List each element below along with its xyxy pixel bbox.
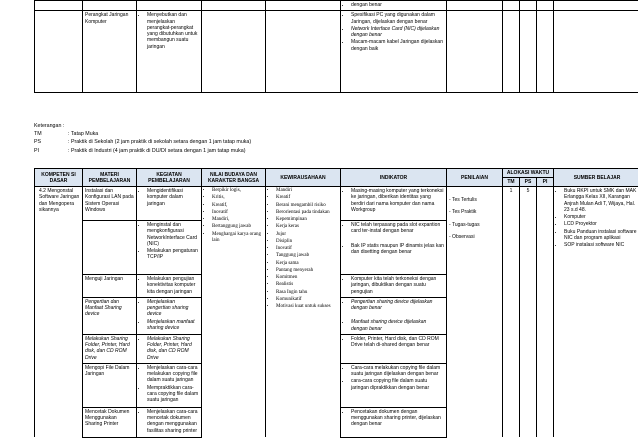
- list-item: • Kreatif,: [212, 203, 263, 209]
- list-item: • Komputer kita telah terkoneksi dengan jaringan, dibuktikan dengan suatu pengujian: [351, 276, 444, 295]
- table-row-kegiatan: [137, 221, 202, 275]
- list-item: • Menjelaskan cara-cara mencetak dokumen dengan menggunakan fasilitas sharing printer: [147, 409, 199, 434]
- table-row-materi: Melakukan Sharing Folder, Printer, Hard disk, dan CD ROM Drive: [83, 334, 137, 363]
- list-item: - Tes Praktik: [449, 209, 477, 216]
- list-item: • Inovatif: [212, 210, 263, 216]
- list-item: • Kreatif: [276, 195, 338, 201]
- legend-item-tm: TM : Tatap Muka: [34, 131, 99, 138]
- table-row-kegiatan: [137, 334, 202, 363]
- list-item: • Realistis: [276, 282, 338, 288]
- list-item: • Menjelaskan manfaat sharing device: [147, 319, 199, 332]
- list-item: • LCD Proyektor: [564, 221, 638, 227]
- list-item: • Mengidentifikasi komputer dalam jaringan: [147, 188, 199, 207]
- list-item: • Bak IP statis maupun IP dinamis jelas kan dan disetting dengan benar: [351, 243, 444, 256]
- kd-cell: 4.2 Mengonstal Software Jaringan dan Mengopera sikannya: [35, 187, 83, 438]
- list-item: • Berorientasi pada tindakan: [276, 210, 338, 216]
- list-item: • Mandiri: [276, 188, 338, 194]
- legend-item-pi: PI : Praktik di Industri (4 jam praktik di DU/DI setara dengan 1 jam tatap muka): [34, 147, 246, 154]
- top-kegiatan: [137, 11, 202, 93]
- table-row-kegiatan: [137, 363, 202, 407]
- legend: [34, 122, 251, 155]
- list-item: • NIC telah terpasang pada slot expantion card ter-instal dengan benar: [351, 222, 444, 235]
- sumber-list: [556, 188, 638, 248]
- list-item: • Motivasi kuat untuk sukses: [276, 304, 338, 310]
- table-row-kegiatan: [137, 297, 202, 334]
- table-row-materi: [83, 221, 137, 275]
- header-kegiatan: KEGIATAN PEMBELAJARAN: [137, 169, 202, 187]
- list-item: • Masing-masing komputer yang terkoneksi ke jaringan, diberikan identitas yang berdiri dari nama komputer dan nama Workgroup: [351, 188, 444, 213]
- list-item: • Bertanggung jawab: [212, 224, 263, 230]
- list-item: • Kerja keras: [276, 224, 338, 230]
- table-row-materi: Pengertian dan Manfaat Sharing device: [83, 297, 137, 334]
- table-row-indikator: [341, 275, 447, 298]
- sumber-cell: [554, 187, 638, 438]
- header-tm: TM: [503, 178, 520, 187]
- list-item: • Mandiri,: [212, 217, 263, 223]
- list-item: • Pantang menyerah: [276, 268, 338, 274]
- list-item: • Berpikir logis,: [212, 188, 263, 194]
- list-item: • Kritis,: [212, 195, 263, 201]
- table-row-kegiatan: [137, 187, 202, 221]
- alokasi-pi: [537, 187, 554, 438]
- list-item: • Mempraktikkan cara-cara copying file dalam suatu jaringan: [147, 385, 199, 404]
- header-indikator: INDIKATOR: [341, 169, 447, 187]
- nilai-cell: [202, 187, 266, 438]
- list-item: • Menjelaskan pengertian sharing device: [147, 299, 199, 318]
- alokasi-tm: 1: [503, 187, 520, 438]
- list-item: • Menginstal dan mengkonfigurasi NetworkInterface Card (NIC): [147, 222, 199, 247]
- list-item: • Melakukan Sharing Folder, Printer, Hard disk, dan CD ROM Drive: [147, 336, 199, 361]
- list-item: • Menghargai karya orang lain: [212, 232, 263, 245]
- list-item: • Macam-macam kabel Jaringan dijelaskan dengan baik: [351, 39, 444, 52]
- penilaian-cell: [447, 187, 503, 438]
- table-row-indikator: [341, 334, 447, 363]
- top-materi: Perangkat Jaringan Komputer: [83, 11, 137, 93]
- legend-title: Keterangan :: [34, 123, 65, 129]
- table-row-indikator: [341, 363, 447, 407]
- header-kewirausahaan: KEWIRAUSAHAAN: [266, 169, 341, 187]
- list-item: • Melakukan pengujian konektivitas komputer kita dengan jaringan: [147, 276, 199, 295]
- list-item: • SOP instalasi software NIC: [564, 242, 638, 248]
- list-item: • Komunikatif: [276, 297, 338, 303]
- list-item: • Pengertian sharing device dijelaskan dengan benar: [351, 299, 444, 312]
- list-item: • Menjelaskan cara-cara melakukan copying file dalam suatu jaringan: [147, 365, 199, 384]
- list-item: - Tes Tertulis: [449, 197, 477, 203]
- table-row-materi: Mengopi File Dalam Jaringan: [83, 363, 137, 407]
- list-item: • Inovatif: [276, 246, 338, 252]
- alokasi-ps: 5: [520, 187, 537, 438]
- nilai-list: [204, 188, 263, 244]
- list-item: • Network Interface Card (NIC) dijelaskan dengan benar: [351, 26, 444, 39]
- header-kompetensi: KOMPETEN SI DASAR: [35, 169, 83, 187]
- top-indikator-cell: [341, 1, 447, 11]
- table-row-indikator: [341, 407, 447, 437]
- syllabus-table: [34, 168, 638, 438]
- table-row-kegiatan: [137, 275, 202, 298]
- list-item: • Disiplin: [276, 239, 338, 245]
- table-row-kegiatan: [137, 407, 202, 437]
- header-ps: PS: [520, 178, 537, 187]
- list-item: - Tugas-tugas: [449, 221, 480, 228]
- list-item: • Pencetakan dokumen dengan menggunakan sharing printer, dijelaskan dengan benar: [351, 409, 444, 428]
- list-item: • Menyebutkan dan menjelaskan perangkat-perangkat yang dibutuhkan untuk membangun suatu jaringan: [147, 12, 199, 50]
- list-item: - Observasi: [449, 233, 475, 240]
- table-row-materi: Mencetak Dokumen Menggunakan Sharing Printer: [83, 407, 137, 437]
- list-item: • Cara-cara melakukan copying file dalam suatu jaringan dijelaskan dengan benar: [351, 365, 444, 378]
- list-item: • Komitmen: [276, 275, 338, 281]
- list-item: • Jujur: [276, 232, 338, 238]
- top-table: [34, 0, 638, 93]
- list-item: • Kerja sama: [276, 261, 338, 267]
- list-item: • Rasa Ingin tahu: [276, 290, 338, 296]
- list-item: • Spesifikasi PC yang digunakan dalam Jaringan, dijelaskan dengan benar: [351, 12, 444, 25]
- list-item: • dengan benar: [351, 2, 444, 8]
- list-item: • Buku Panduan instalasi software NIC dan program aplikasi: [564, 229, 638, 242]
- list-item: • cara-cara copying file dalam suatu jaringan dipraktikkan dengan benar: [351, 378, 444, 391]
- table-row-indikator: [341, 221, 447, 275]
- list-item: • Melakukan pengaturan TCP/IP: [147, 248, 199, 261]
- table-row-materi: Instalasi dan Konfigurasi LAN pada Sistem Operasi Windows: [83, 187, 137, 221]
- list-item: • Berani mengambil risiko: [276, 203, 338, 209]
- list-item: • Komputer: [564, 214, 638, 220]
- header-penilaian: PENILAIAN: [447, 169, 503, 187]
- header-nilai: NILAI BUDAYA DAN KARAKTER BANGSA: [202, 169, 266, 187]
- list-item: • Buku RKPI untuk SMK dan MAK Erlangga Kelas XII, Karangan Anjrah Mulan Adi T, Wijaya, Hal. 23 s.d 48.: [564, 188, 638, 213]
- kewirausahaan-list: [268, 188, 338, 310]
- list-item: • Tanggung jawab: [276, 253, 338, 259]
- table-row-materi: Menguji Jaringan: [83, 275, 137, 298]
- list-item: • Folder, Printer, Hard disk, dan CD ROM Drive telah di-shared dengan benar: [351, 336, 444, 349]
- table-row-indikator: [341, 187, 447, 221]
- table-row-indikator: [341, 297, 447, 334]
- header-sumber: SUMBER BELAJAR: [554, 169, 638, 187]
- kewirausahaan-cell: [266, 187, 341, 438]
- list-item: • Kepemimpinan: [276, 217, 338, 223]
- header-pi: PI: [537, 178, 554, 187]
- legend-item-ps: PS : Praktik di Sekolah (2 jam praktik di sekolah setara dengan 1 jam tatap muka): [34, 139, 252, 146]
- list-item: • Manfaat sharing device dijelaskan dengan benar: [351, 319, 444, 332]
- header-alokasi: ALOKASI WAKTU: [503, 169, 554, 178]
- header-materi: MATERI PEMBELAJARAN: [83, 169, 137, 187]
- penilaian-list: [449, 197, 500, 240]
- top-indikator: [341, 11, 447, 93]
